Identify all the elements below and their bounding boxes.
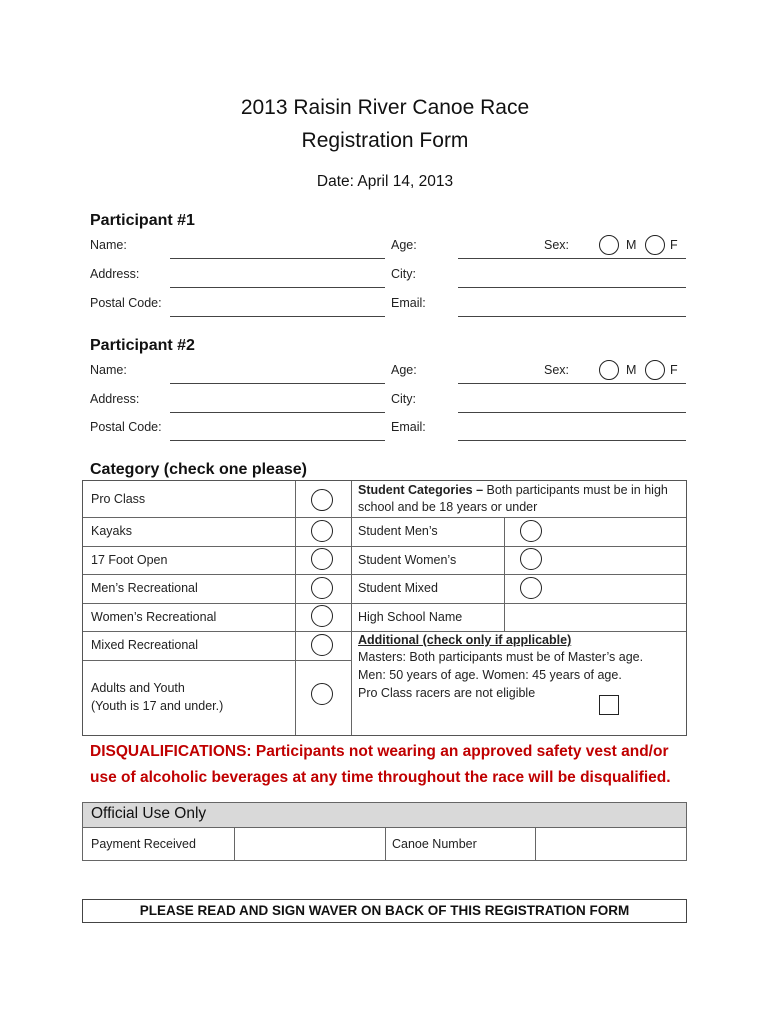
p1-postal-label: Postal Code: — [90, 296, 162, 310]
p1-sex-f-radio[interactable] — [645, 235, 665, 255]
category-table — [82, 480, 687, 736]
payment-received-field[interactable] — [235, 828, 384, 860]
student-mixed-radio[interactable] — [520, 577, 542, 599]
category-heading: Category (check one please) — [90, 461, 307, 478]
additional-pro-note: Pro Class racers are not eligible — [358, 686, 536, 700]
student-categories-desc-a: Both participants must be in high — [483, 483, 668, 497]
p1-name-field[interactable] — [170, 258, 385, 259]
student-mixed: Student Mixed — [358, 581, 438, 595]
high-school-field[interactable] — [505, 604, 686, 630]
p1-sex-f-label: F — [670, 238, 678, 252]
p2-email-field[interactable] — [458, 440, 686, 441]
p2-age-field[interactable] — [458, 383, 686, 384]
p1-name-label: Name: — [90, 238, 127, 252]
p1-address-label: Address: — [90, 267, 140, 281]
form-title-line1: 2013 Raisin River Canoe Race — [240, 96, 530, 119]
kayaks-radio[interactable] — [311, 520, 333, 542]
p1-sex-m-label: M — [626, 238, 637, 252]
category-womens-recreational: Women’s Recreational — [91, 610, 217, 624]
participant-2-heading: Participant #2 — [90, 337, 195, 354]
form-date: Date: April 14, 2013 — [316, 173, 454, 190]
official-use-heading: Official Use Only — [91, 805, 207, 822]
masters-checkbox[interactable] — [599, 695, 619, 715]
p1-age-label: Age: — [391, 238, 417, 252]
form-title-line2: Registration Form — [301, 129, 469, 152]
student-categories-desc-b: school and be 18 years or under — [358, 500, 538, 514]
additional-ages: Men: 50 years of age. Women: 45 years of age. — [358, 668, 622, 682]
category-youth-note: (Youth is 17 and under.) — [91, 699, 224, 713]
p1-email-label: Email: — [391, 296, 426, 310]
disqualifications-line2: use of alcoholic beverages at any time throughout the race will be disqualified. — [90, 769, 671, 786]
student-categories-note — [358, 482, 683, 516]
student-mens: Student Men’s — [358, 524, 438, 538]
additional-masters: Masters: Both participants must be of Master’s age. — [358, 650, 644, 664]
pro-class-radio[interactable] — [311, 489, 333, 511]
p1-city-field[interactable] — [458, 287, 686, 288]
category-17-foot-open: 17 Foot Open — [91, 553, 168, 567]
category-adults-youth: Adults and Youth — [91, 681, 185, 695]
p2-sex-f-label: F — [670, 363, 678, 377]
student-womens-radio[interactable] — [520, 548, 542, 570]
p1-postal-field[interactable] — [170, 316, 385, 317]
p2-sex-label: Sex: — [544, 363, 570, 377]
p1-age-field[interactable] — [458, 258, 686, 259]
p2-address-label: Address: — [90, 392, 140, 406]
p1-city-label: City: — [391, 267, 416, 281]
participant-1-heading: Participant #1 — [90, 212, 195, 229]
high-school-label: High School Name — [358, 610, 463, 624]
p1-sex-m-radio[interactable] — [599, 235, 619, 255]
p2-address-field[interactable] — [170, 412, 385, 413]
p2-city-field[interactable] — [458, 412, 686, 413]
p2-sex-m-label: M — [626, 363, 637, 377]
canoe-number-field[interactable] — [536, 828, 686, 860]
disqualifications-line1: DISQUALIFICATIONS: Participants not wearing an approved safety vest and/or — [90, 743, 669, 760]
official-use-table — [82, 802, 687, 861]
p2-postal-label: Postal Code: — [90, 420, 162, 434]
17-foot-open-radio[interactable] — [311, 548, 333, 570]
p1-sex-label: Sex: — [544, 238, 570, 252]
category-kayaks: Kayaks — [91, 524, 132, 538]
p1-address-field[interactable] — [170, 287, 385, 288]
canoe-number-label: Canoe Number — [392, 837, 477, 851]
category-pro-class: Pro Class — [91, 492, 146, 506]
waiver-notice: PLEASE READ AND SIGN WAVER ON BACK OF THIS REGISTRATION FORM — [82, 899, 687, 923]
mixed-recreational-radio[interactable] — [311, 634, 333, 656]
student-categories-title: Student Categories – — [358, 483, 484, 497]
p2-name-field[interactable] — [170, 383, 385, 384]
p2-name-label: Name: — [90, 363, 127, 377]
additional-title: Additional (check only if applicable) — [358, 633, 572, 647]
p2-postal-field[interactable] — [170, 440, 385, 441]
category-mixed-recreational: Mixed Recreational — [91, 638, 198, 652]
mens-recreational-radio[interactable] — [311, 577, 333, 599]
adults-youth-radio[interactable] — [311, 683, 333, 705]
student-mens-radio[interactable] — [520, 520, 542, 542]
p2-sex-f-radio[interactable] — [645, 360, 665, 380]
payment-received-label: Payment Received — [91, 837, 196, 851]
p2-age-label: Age: — [391, 363, 417, 377]
category-mens-recreational: Men’s Recreational — [91, 581, 198, 595]
p2-city-label: City: — [391, 392, 416, 406]
p1-email-field[interactable] — [458, 316, 686, 317]
p2-email-label: Email: — [391, 420, 426, 434]
womens-recreational-radio[interactable] — [311, 605, 333, 627]
p2-sex-m-radio[interactable] — [599, 360, 619, 380]
student-womens: Student Women’s — [358, 553, 457, 567]
